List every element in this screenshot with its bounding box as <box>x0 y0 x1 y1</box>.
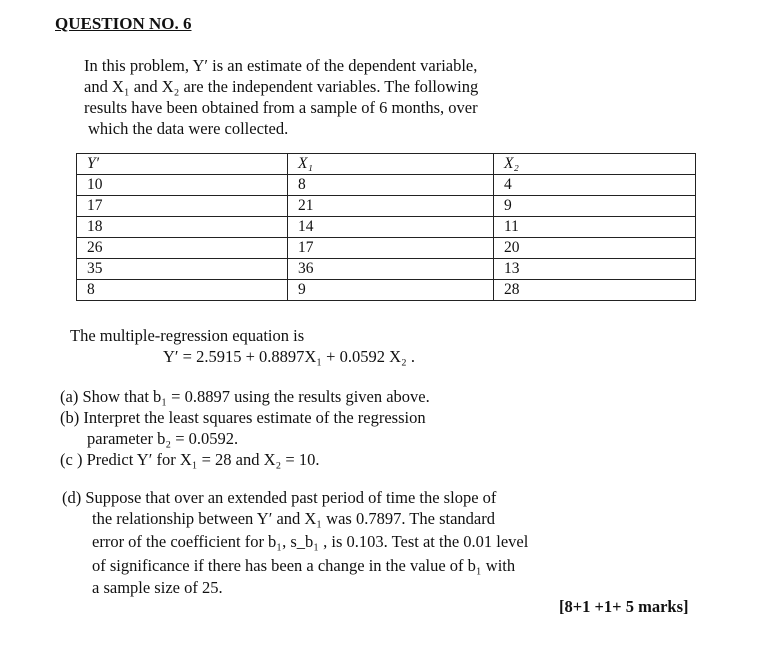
cell: 21 <box>288 196 494 217</box>
table-row <box>77 217 696 238</box>
table-row <box>77 175 696 196</box>
intro-line-4: which the data were collected. <box>88 119 289 138</box>
cell: 20 <box>494 238 696 259</box>
question-title: QUESTION NO. 6 <box>55 14 192 33</box>
header-y: Y′ <box>77 154 288 175</box>
cell: 17 <box>288 238 494 259</box>
table-row <box>77 280 696 301</box>
cell: 11 <box>494 217 696 238</box>
intro-line-3: results have been obtained from a sample of 6 months, over <box>84 98 478 117</box>
cell: 28 <box>494 280 696 301</box>
cell: 36 <box>288 259 494 280</box>
intro-line-1: In this problem, Y′ is an estimate of the dependent variable, <box>84 56 478 75</box>
part-d-line-4: of significance if there has been a change in the value of b₁ with <box>92 556 516 575</box>
cell: 9 <box>494 196 696 217</box>
cell: 13 <box>494 259 696 280</box>
part-d-line-1: (d) Suppose that over an extended past period of time the slope of <box>62 488 497 507</box>
equation-intro: The multiple-regression equation is <box>70 326 305 345</box>
cell: 14 <box>288 217 494 238</box>
part-d-line-5: a sample size of 25. <box>92 578 223 597</box>
part-b-line-2: parameter b₂ = 0.0592. <box>87 429 239 448</box>
table-row <box>77 238 696 259</box>
table-row <box>77 259 696 280</box>
cell: 17 <box>77 196 288 217</box>
data-table <box>76 153 696 301</box>
regression-equation: Y′ = 2.5915 + 0.8897X₁ + 0.0592 X₂ . <box>163 347 416 366</box>
marks-allocation: [8+1 +1+ 5 marks] <box>559 597 689 616</box>
cell: 10 <box>77 175 288 196</box>
cell: 8 <box>288 175 494 196</box>
cell: 8 <box>77 280 288 301</box>
cell: 18 <box>77 217 288 238</box>
part-d-line-3: error of the coefficient for b₁, s_b₁ , is 0.103. Test at the 0.01 level <box>92 532 529 551</box>
intro-line-2: and X₁ and X₂ are the independent variables. The following <box>84 77 479 96</box>
header-x2: X₂ <box>494 154 696 175</box>
part-b-line-1: (b) Interpret the least squares estimate of the regression <box>60 408 426 427</box>
cell: 26 <box>77 238 288 259</box>
cell: 9 <box>288 280 494 301</box>
cell: 4 <box>494 175 696 196</box>
cell: 35 <box>77 259 288 280</box>
table-row <box>77 196 696 217</box>
part-c: (c ) Predict Y′ for X₁ = 28 and X₂ = 10. <box>60 450 320 469</box>
part-a: (a) Show that b₁ = 0.8897 using the results given above. <box>60 387 430 406</box>
header-x1: X₁ <box>288 154 494 175</box>
table-header-row <box>77 154 696 175</box>
part-d-line-2: the relationship between Y′ and X₁ was 0.7897. The standard <box>92 509 495 528</box>
